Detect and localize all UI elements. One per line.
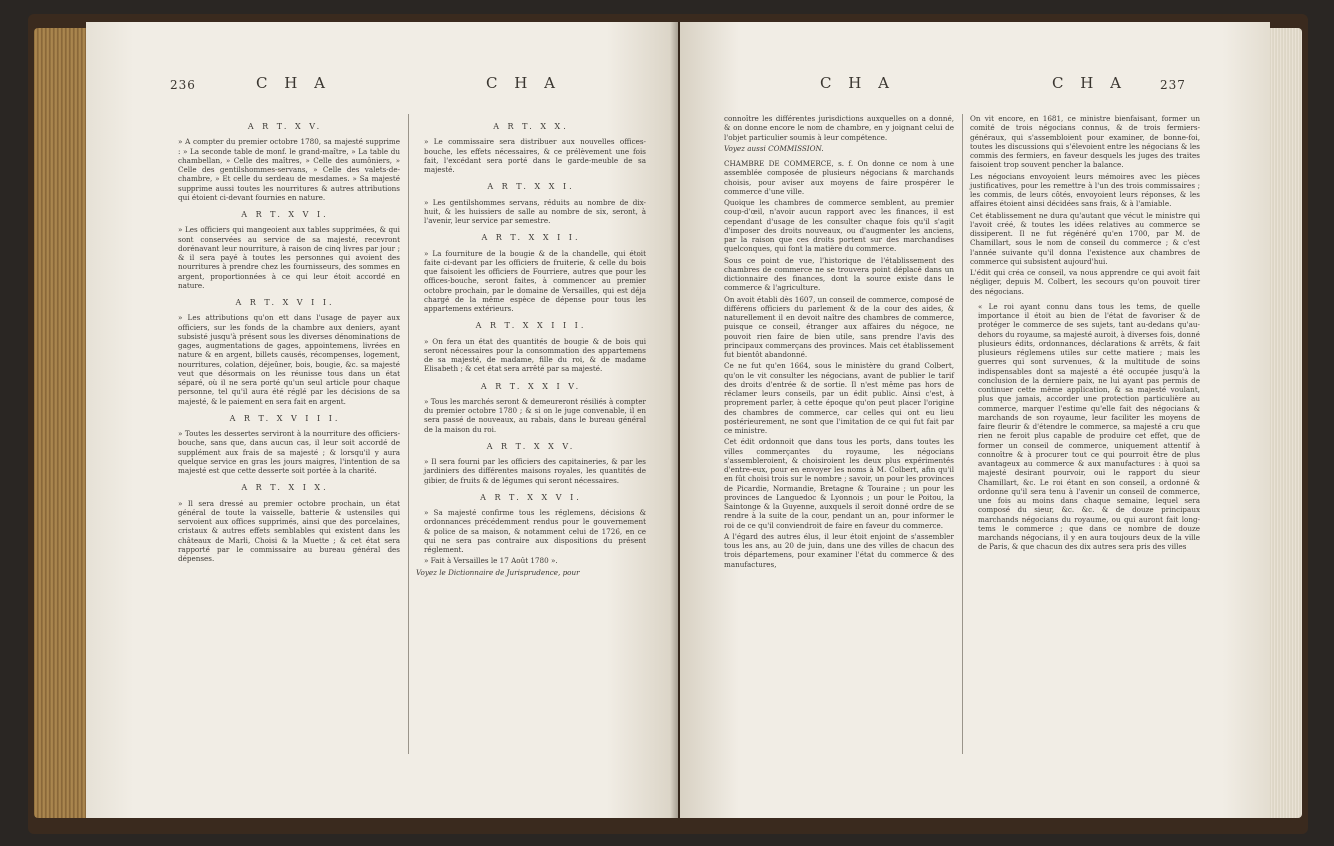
article-heading: A R T. X X I I I. — [475, 321, 587, 331]
column-rule — [408, 114, 409, 754]
paragraph: L'édit qui créa ce conseil, va nous apprendre ce qui avoit fait négliger, depuis M. Colbert, les secours qu'on pouvoit tirer des négocians. — [970, 268, 1200, 296]
paragraph: Ce ne fut qu'en 1664, sous le ministère du grand Colbert, qu'on le vit consulter les négocians, avant de publier le tarif des droits d'entrée & de sortie. Il n'est même pas hors de réclamer leurs conseils, par un édit public. Ainsi c'est, à proprement parler, à cette époque qu'on peut placer l'origine des chambres de commerce, car celles qui ont eu lieu postérieurement, ne sont que l'imitation de ce qui fut fait par ce ministre. — [724, 361, 954, 435]
paragraph: Les négocians envoyoient leurs mémoires avec les pièces justificatives, pour les remettre à l'un des trois commissaires ; les commis, de leurs côtés, envoyoient leurs réponses, & les affaires étoient ainsi décidées sans frais, & à l'amiable. — [970, 171, 1200, 209]
paragraph: « Le roi ayant connu dans tous les tems, de quelle importance il étoit au bien de l'état de favoriser & de protéger le commerce de ses sujets, tant au-dedans qu'au-dehors du royaume, sa majesté auroit, à diverses fois, donné plusieurs édits, ordonnances, déclarations & arrêts, & fait plusieurs réglemens utiles sur cette matiere ; mais les guerres qui sont survenues, & la multitude de soins indispensables dont sa majesté a été occupée jusqu'à la conclusion de la derniere paix, ne lui ayant pas permis de continuer cette même application, & sa majesté voulant, plus que jamais, accorder une protection particulière au commerce, marquer l'estime qu'elle fait des négocians & marchands de son royaume, leur faciliter les moyens de faire fleurir & d'étendre le commerce, sa majesté a cru que rien ne feroit plus capable de produire cet effet, que de former un conseil de commerce, uniquement attentif à connoître & à procurer tout ce qui pourroit être de plus avantageux au commerce & aux manufactures : à quoi sa majesté desirant pourvoir, oui le rapport du sieur Chamillart, &c. Le roi étant en son conseil, a ordonné & ordonne qu'il sera tenu à l'avenir un conseil de commerce, une fois au moins dans chaque semaine, lequel sera composé du sieur, &c. &c. & de douze principaux marchands négocians du royaume, ou qui auront fait long-tems le commerce ; que dans ce nombre de douze marchands négocians, il y en aura toujours deux de la ville de Paris, & que chacun des dix autres sera pris des villes — [978, 301, 1200, 552]
paragraph: Cet édit ordonnoit que dans tous les ports, dans toutes les villes commerçantes du royaume, les négocians s'assembleroient, & choisiroient les deux plus expérimentés d'entre-eux, pour en envoyer les noms à M. Colbert, afin qu'il en fût choisi trois sur le nombre ; savoir, un pour les provinces de Picardie, Normandie, Bretagne & Touraine ; un pour les provinces de Languedoc & Lyonnois ; un pour le Poitou, la Saintonge & la Guyenne, auxquels il seroit donné ordre de se rendre à la suite de la cour, pendant un an, pour informer le roi de ce qu'il conviendroit de faire en faveur du commerce. — [724, 437, 954, 530]
paragraph: » Le commissaire sera distribuer aux nouvelles offices-bouche, les effets nécessaires, & ce prélèvement une fois fait, l'excédant sera porté dans le garde-meuble de sa majesté. — [424, 137, 646, 174]
paragraph: Cet établissement ne dura qu'autant que vécut le ministre qui l'avoit créé, & toutes les idées relatives au commerce se dissiperent. Il ne fut régénéré qu'en 1700, par M. de Chamillart, sous le nom de conseil du commerce ; & c'est l'année suivante qu'il donna l'existence aux chambres de commerce qui subsistent aujourd'hui. — [970, 210, 1200, 266]
article-heading: A R T. X X I. — [487, 182, 575, 192]
paragraph: » Il sera fourni par les officiers des capitaineries, & par les jardiniers des différentes maisons royales, les quantités de gibier, de fruits & de légumes qui seront nécessaires. — [424, 457, 646, 485]
paragraph: » Toutes les dessertes serviront à la nourriture des officiers-bouche, sans que, dans aucun cas, il leur soit accordé de supplément aux frais de sa majesté ; & lorsqu'il y aura quelque service en gras les jours maigres, l'intention de sa majesté est que cette desserte soit portée à la charité. — [178, 429, 400, 475]
article-heading: A R T. X X V I. — [480, 492, 582, 502]
right-column-2 — [970, 114, 1200, 554]
paragraph: Voyez aussi COMMISSION. — [724, 143, 824, 153]
paragraph: Sous ce point de vue, l'historique de l'établissement des chambres de commerce ne se trouvera point déplacé dans un dictionnaire des finances, dont la source existe dans le commerce & l'agriculture. — [724, 255, 954, 293]
paragraph: » Sa majesté confirme tous les réglemens, décisions & ordonnances précédemment rendus pour le gouvernement & police de sa maison, & notamment celui de 1726, en ce qui ne sera pas contraire aux dispositions du présent réglement. — [424, 508, 646, 554]
left-page — [86, 22, 678, 818]
right-column-1 — [724, 114, 954, 571]
article-heading: A R T. X V I I I. — [229, 413, 341, 423]
left-running-head-1: C H A — [256, 74, 331, 92]
paragraph: » Il sera dressé au premier octobre prochain, un état général de toute la vaisselle, batterie & ustensiles qui servoient aux offices supprimés, ainsi que des porcelaines, cristaux & autres effets semblables qui existent dans les châteaux de Marli, Choisi & la Muette ; & cet état sera rapporté par le commissaire au bureau général des dépenses. — [178, 498, 400, 563]
right-running-head-1: C H A — [820, 74, 895, 92]
paragraph: connoître les différentes jurisdictions auxquelles on a donné, & on donne encore le nom de chambre, en y joignant celui de l'objet particulier soumis à leur compétence. — [724, 114, 954, 142]
article-heading: A R T. X V I I. — [235, 298, 335, 307]
paragraph: » Fait à Versailles le 17 Août 1780 ». — [424, 556, 558, 566]
paragraph: Voyez le Dictionnaire de Jurisprudence, pour — [416, 567, 580, 577]
right-page-number: 237 — [1160, 78, 1186, 92]
right-running-head-2: C H A — [1052, 74, 1127, 92]
paragraph: On avoit établi dès 1607, un conseil de commerce, composé de différens officiers du parlement & de la cour des aides, & naturellement il en devoit naître des chambres de commerce, puisque ce conseil, étranger aux affaires du négoce, ne pouvoit rien faire de bien utile, sans prendre l'avis des principaux commerçans des provinces. Mais cet établissement fut bientôt abandonné. — [724, 294, 954, 359]
left-page-edges — [34, 28, 94, 818]
article-heading: A R T. X X. — [493, 122, 569, 131]
paragraph: » On fera un état des quantités de bougie & de bois qui seront nécessaires pour la consommation des appartemens de sa majesté, de madame, fille du roi, & de madame Elisabeth ; & cet état sera arrêté par sa majesté. — [424, 336, 646, 374]
paragraph: » Tous les marchés seront & demeureront résiliés à compter du premier octobre 1780 ; & si on le juge convenable, il en sera passé de nouveaux, au rabais, dans le bureau général de la maison du roi. — [424, 396, 646, 434]
article-heading: A R T. X X V. — [486, 441, 576, 451]
column-rule — [962, 114, 963, 754]
paragraph: A l'égard des autres élus, il leur étoit enjoint de s'assembler tous les ans, au 20 de juin, dans une des villes de chacun des trois départemens, pour examiner l'état du commerce & des manufactures, — [724, 531, 954, 569]
right-page — [680, 22, 1270, 818]
article-heading: A R T. X X I V. — [480, 381, 582, 391]
paragraph: On vit encore, en 1681, ce ministre bienfaisant, former un comité de trois négocians connus, & de trois fermiers-généraux, qui s'assembloient pour examiner, de bonne-foi, toutes les discussions qui s'élevoient entre les négocians & les commis des fermiers, en faveur desquels les juges des traites faisoient trop souvent pencher la balance. — [970, 114, 1200, 170]
left-column-1 — [170, 114, 400, 565]
left-page-number: 236 — [170, 78, 196, 92]
paragraph: Quoique les chambres de commerce semblent, au premier coup-d'œil, n'avoir aucun rapport avec les finances, il est cependant d'usage de les consulter chaque fois qu'il s'agit d'imposer des droits nouveaux, ou d'augmenter les anciens, par la raison que ces droits portent sur des marchandises quelconques, qui font la matière du commerce. — [724, 198, 954, 254]
left-column-2 — [416, 114, 646, 579]
article-heading: A R T. X X I I. — [481, 233, 581, 243]
paragraph: » La fourniture de la bougie & de la chandelle, qui étoit faite ci-devant par les officiers de fruiterie, & celle du bois que faisoient les officiers de Fourriere, autres que pour les offices-bouche, seront faites, à commencer au premier octobre prochain, par le domaine de Versailles, qui est déja chargé de la même espèce de dépense pour tous les appartemens extérieurs. — [424, 248, 646, 313]
paragraph: CHAMBRE DE COMMERCE, s. f. On donne ce nom à une assemblée composée de plusieurs négocians & marchands choisis, pour aviser aux moyens de faire prospérer le commerce d'une ville. — [724, 159, 954, 196]
paragraph: » Les attributions qu'on ett dans l'usage de payer aux officiers, sur les fonds de la chambre aux deniers, ayant subsisté jusqu'à présent sous les diverses dénominations de gages, augmentations de gages, appointemens, livrées en nature & en argent, billets causés, récompenses, logement, nourritures, colation, déjeûner, bois, bougie, &c. sa majesté veut que désormais on les réunisse tous dans un état séparé, où il ne sera porté qu'un seul article pour chaque personne, tel qu'il aura été réglé par les décisions de sa majesté, & le paiement en sera fait en argent. — [178, 313, 400, 406]
paragraph: » Les gentilshommes servans, réduits au nombre de dix-huit, & les huissiers de salle au nombre de six, seront, à l'avenir, leur service par semestre. — [424, 197, 646, 225]
paragraph: » A compter du premier octobre 1780, sa majesté supprime : » La seconde table de monf. le grand-maître, » La table du chambellan, » Celle des maîtres, » Celle des aumôniers, » Celle des gentilshommes-servans, » Celle des valets-de-chambre, » Et celle du serdeau de mesdames. » Sa majesté supprime aussi toutes les nourritures & autres attributions qui étoient ci-devant fournies en nature. — [178, 137, 400, 202]
article-heading: A R T. X V. — [247, 122, 323, 131]
paragraph: » Les officiers qui mangeoient aux tables supprimées, & qui sont conservées au service de sa majesté, recevront dorénavant leur nourriture, à raison de cinq livres par jour ; & il sera payé à toutes les personnes qui avoient des nourritures à prendre chez les fournisseurs, des sommes en argent, proportionnées à ce qui leur étoit accordé en nature. — [178, 225, 400, 290]
article-heading: A R T. X I X. — [241, 483, 329, 493]
article-heading: A R T. X V I. — [241, 210, 329, 219]
left-running-head-2: C H A — [486, 74, 561, 92]
